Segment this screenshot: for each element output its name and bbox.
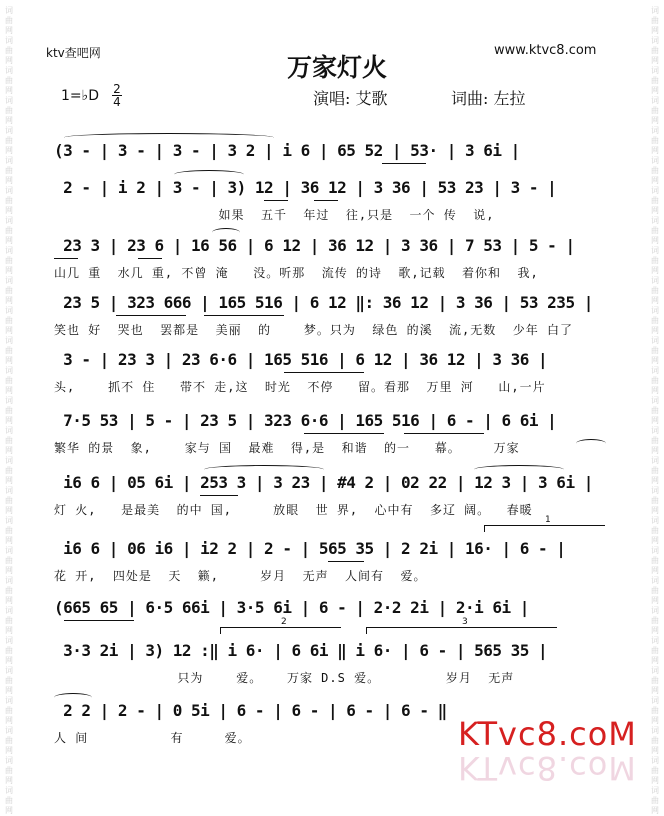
notes: 2 2 | 2 - | 0 5i | 6 - | 6 - | 6 - | 6 - ‖ xyxy=(54,701,447,720)
watermark-stamp: 词 曲 网 xyxy=(5,66,13,95)
watermark-stamp: 词 曲 网 xyxy=(5,756,13,785)
watermark-stamp: 词 曲 网 xyxy=(651,186,659,215)
watermark-stamp: 词 曲 网 xyxy=(5,366,13,395)
lyrics: 如果 五千 年过 往,只是 一个 传 说, xyxy=(54,208,495,222)
composer-credit: 词曲: 左拉 xyxy=(451,89,526,108)
watermark-stamp: 词 曲 网 xyxy=(651,576,659,605)
site-logo xyxy=(458,715,637,753)
watermark-stamp: 词 曲 网 xyxy=(5,396,13,425)
notes: 2 - | i 2 | 3 - | 3) 12 | 36 12 | 3 36 | 53 23 | 3 - | xyxy=(54,178,557,197)
lyrics: 笑也 好 哭也 罢都是 美丽 的 梦。只为 绿色 的溪 流,无数 少年 白了 xyxy=(54,323,573,337)
watermark-stamp: 词 曲 网 xyxy=(651,276,659,305)
notes: 3·3 2i | 3) 12 :‖ i 6· | 6 6i ‖ i 6· | 6 - | 565 35 | xyxy=(54,641,548,660)
time-signature-bottom: 4 xyxy=(113,95,121,109)
notes: 3 - | 23 3 | 23 6·6 | 165 516 | 6 12 | 36 12 | 3 36 | xyxy=(54,350,548,369)
notes: i6 6 | 05 6i | 253 3 | 3 23 | #4 2 | 02 22 | 12 3 | 3 6i | xyxy=(54,473,593,492)
watermark-stamp: 词 曲 网 xyxy=(651,36,659,65)
watermark-stamp: 词 曲 网 xyxy=(651,696,659,725)
left-watermark-column xyxy=(0,0,18,815)
watermark-stamp: 词 曲 网 xyxy=(651,366,659,395)
singer-credit: 演唱: 艾歌 xyxy=(313,89,388,108)
watermark-stamp: 词 曲 网 xyxy=(651,96,659,125)
notes: 23 3 | 23 6 | 16 56 | 6 12 | 36 12 | 3 36 | 7 53 | 5 - | xyxy=(54,236,575,255)
key-signature: 1=♭D xyxy=(61,88,100,104)
logo-text: KTvc8.coM xyxy=(458,715,637,753)
lyrics: 花 开, 四处是 天 籁, 岁月 无声 人间有 爱。 xyxy=(54,569,427,583)
volta-2-label: 2 xyxy=(281,617,287,627)
watermark-stamp: 词 曲 网 xyxy=(651,126,659,155)
watermark-stamp: 词 曲 网 xyxy=(651,66,659,95)
watermark-stamp: 词 曲 网 xyxy=(651,636,659,665)
notes: (3 - | 3 - | 3 - | 3 2 | i 6 | 65 52 | 53· | 3 6i | xyxy=(54,141,520,160)
watermark-stamp: 词 曲 网 xyxy=(5,246,13,275)
lyrics: 繁华 的景 象, 家与 国 最难 得,是 和谐 的一 幕。 万家 xyxy=(54,441,520,455)
watermark-stamp: 词 曲 网 xyxy=(5,156,13,185)
watermark-stamp: 词 曲 网 xyxy=(5,606,13,635)
notes: 23 5 | 323 666 | 165 516 | 6 12 ‖: 36 12 | 3 36 | 53 235 | xyxy=(54,293,593,312)
notes: (665 65 | 6·5 66i | 3·5 6i | 6 - | 2·2 2i | 2·i 6i | xyxy=(54,598,529,617)
notes: 7·5 53 | 5 - | 23 5 | 323 6·6 | 165 516 | 6 - | 6 6i | xyxy=(54,411,557,430)
watermark-stamp: 词 曲 网 xyxy=(5,666,13,695)
time-signature xyxy=(112,83,122,108)
watermark-stamp: 词 曲 网 xyxy=(5,96,13,125)
right-watermark-column xyxy=(646,0,664,815)
lyrics: 人 间 有 爱。 xyxy=(54,731,251,745)
watermark-stamp: 词 曲 网 xyxy=(651,216,659,245)
watermark-stamp: 词 曲 网 xyxy=(651,546,659,575)
watermark-stamp: 词 曲 网 xyxy=(651,756,659,785)
watermark-stamp: 词 曲 网 xyxy=(5,456,13,485)
watermark-stamp: 词 曲 网 xyxy=(651,516,659,545)
watermark-stamp: 词 曲 网 xyxy=(651,426,659,455)
watermark-stamp: 词 曲 网 xyxy=(5,576,13,605)
lyrics: 山几 重 水几 重, 不曾 淹 没。听那 流传 的诗 歌,记载 着你和 我, xyxy=(54,266,539,280)
lyrics: 灯 火, 是最美 的中 国, 放眼 世 界, 心中有 多辽 阔。 春暖 xyxy=(54,503,533,517)
watermark-stamp: 词 曲 网 xyxy=(651,336,659,365)
watermark-stamp: 词 曲 网 xyxy=(5,336,13,365)
watermark-stamp: 词 曲 网 xyxy=(5,306,13,335)
watermark-stamp: 词 曲 网 xyxy=(5,276,13,305)
watermark-stamp: 词 曲 网 xyxy=(5,126,13,155)
lyrics: 头, 抓不 住 带不 走,这 时光 不停 留。看那 万里 河 山,一片 xyxy=(54,380,546,394)
watermark-stamp: 词 曲 网 xyxy=(5,426,13,455)
watermark-stamp: 词 曲 网 xyxy=(651,6,659,35)
song-title: 万家灯火 xyxy=(287,53,388,82)
watermark-stamp: 词 曲 网 xyxy=(5,6,13,35)
watermark-stamp: 词 曲 网 xyxy=(651,156,659,185)
watermark-stamp: 词 曲 网 xyxy=(5,36,13,65)
watermark-stamp: 词 曲 网 xyxy=(651,456,659,485)
watermark-stamp: 词 曲 网 xyxy=(651,246,659,275)
volta-3-label: 3 xyxy=(462,617,468,627)
watermark-stamp: 词 曲 网 xyxy=(651,606,659,635)
site-name-left: ktv查吧网 xyxy=(46,46,101,60)
watermark-stamp: 词 曲 网 xyxy=(651,726,659,755)
watermark-stamp: 词 曲 网 xyxy=(5,486,13,515)
watermark-stamp: 词 曲 网 xyxy=(651,486,659,515)
site-url: www.ktvc8.com xyxy=(494,43,597,58)
watermark-stamp: 词 曲 网 xyxy=(5,696,13,725)
watermark-stamp: 词 曲 网 xyxy=(5,726,13,755)
watermark-stamp: 词 曲 网 xyxy=(5,186,13,215)
watermark-stamp: 词 曲 网 xyxy=(651,306,659,335)
watermark-stamp: 词 曲 网 xyxy=(651,786,659,815)
watermark-stamp: 词 曲 网 xyxy=(5,546,13,575)
lyrics: 只为 爱。 万家 D.S 爱。 岁月 无声 xyxy=(54,671,515,685)
watermark-stamp: 词 曲 网 xyxy=(5,516,13,545)
watermark-stamp: 词 曲 网 xyxy=(5,636,13,665)
volta-1-label: 1 xyxy=(545,515,551,525)
site-logo-reflection: KTvc8.coM xyxy=(458,749,637,787)
watermark-stamp: 词 曲 网 xyxy=(651,396,659,425)
watermark-stamp: 词 曲 网 xyxy=(651,666,659,695)
watermark-stamp: 词 曲 网 xyxy=(5,786,13,815)
watermark-stamp: 词 曲 网 xyxy=(5,216,13,245)
time-signature-top: 2 xyxy=(113,82,121,96)
notes: i6 6 | 06 i6 | i2 2 | 2 - | 565 35 | 2 2i | 16· | 6 - | xyxy=(54,539,566,558)
